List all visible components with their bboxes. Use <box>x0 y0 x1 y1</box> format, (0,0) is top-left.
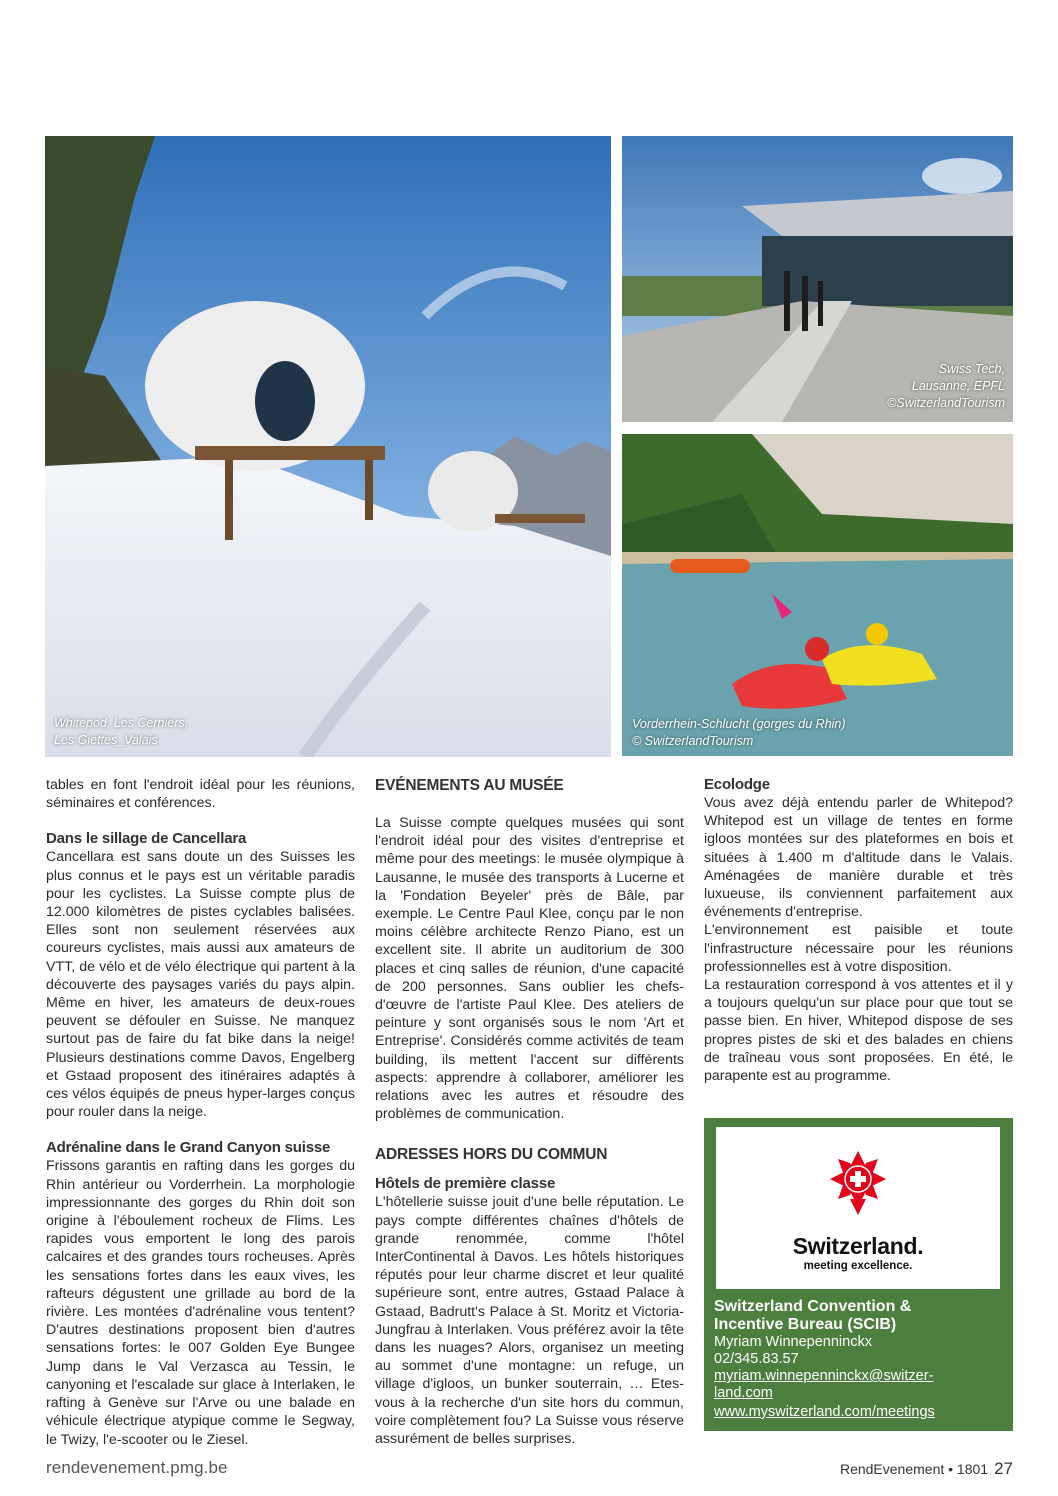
paragraph-canyon: Frissons garantis en rafting dans les gorges du Rhin antérieur ou Vorderrhein. La morphologie impressionnante des gorges du Rhin doit son origine à l'éboulement rocheux de Flims. Les rapides vous emportent le long des parois calcaires et des grandes tours rocheuses. Après les sensations fortes dans les eaux vives, les rafteurs dégustent une grillade au bord de la rivière. Les montées d'adrénaline vous tentent? D'autres destinations proposent bien d'autres sensations fortes: le 007 Golden Eye Bungee Jump dans le Val Verzasca au Tessin, le canyoning et l'escalade sur glace à Interlaken, le rafting à Genève sur l'Arve ou une balade en véhicule électrique atypique comme le Segway, le Twizy, l'e-scooter ou le Ziesel. <box>46 1158 355 1448</box>
swisstech-photo <box>622 136 1013 422</box>
logo-tagline: meeting excellence. <box>803 1260 913 1272</box>
footer-magazine: RendEvenement • 1801 <box>839 1461 989 1477</box>
logo-wordmark: Switzerland. <box>792 1233 924 1259</box>
paragraph-hotels: L'hôtellerie suisse jouit d'une belle réputation. Le pays compte différentes chaînes d'hôtels de grande renommée, comme l'hôtel InterContinental à Davos. Les hôtels historiques réputés pour leur charme discret et leur qualité supérieure sont, entre autres, Gstaad Palace à Gstaad, Badrutt's Palace à St. Moritz et Victoria-Jungfrau à Interlaken. Vous préférez avoir la tête dans les nuages? Alors, organisez un meeting au sommet d'une montagne: un refuge, un village d'igloos, un bunker souterrain, … Etes-vous à la recherche d'un site hors du commun, voire complètement fou? La Suisse vous réserve assurément de belles surprises. <box>375 1194 684 1448</box>
heading-ecolodge: Ecolodge <box>704 776 770 793</box>
contact-box <box>704 1118 1013 1431</box>
heading-canyon: Adrénaline dans le Grand Canyon suisse <box>46 1139 331 1157</box>
footer-site: rendevenement.pmg.be <box>46 1458 228 1477</box>
org-name: Switzerland Convention & <box>714 1298 912 1315</box>
org-name: Incentive Bureau (SCIB) <box>714 1316 897 1333</box>
caption-line: Vorderrhein-Schlucht (gorges du Rhin) <box>632 717 846 731</box>
page-number: 27 <box>994 1459 1013 1478</box>
paragraph-cancellara: Cancellara est sans doute un des Suisses les plus connus et le pays est un véritable paradis pour les cyclistes. La Suisse compte plus de 12.000 kilomètres de pistes cyclables balisées. Elles sont non seulement réservées aux coureurs cyclistes, mais aussi aux amateurs de VTT, de vélo et de vélo électrique qui partent à la découverte des paysages variés du pays alpin. Même en hiver, les amateurs de deux-roues peuvent se défouler en Suisse. Ne manquez surtout pas de faire du fat bike dans la neige! Plusieurs destinations comme Davos, Engelberg et Gstaad proposent des itinéraires adaptés à ces vélos équipés de pneus hyper-larges conçus pour rouler dans la neige. <box>46 849 355 1121</box>
paragraph-ecolodge-3: La restauration correspond à vos attentes et il y a toujours quelqu'un sur place pour que tout se passe bien. En hiver, Whitepod dispose de ses propres pistes de ski et des balades en chiens de traîneau vous sont proposées. En été, le parapente est au programme. <box>704 977 1013 1085</box>
intro-paragraph: tables en font l'endroit idéal pour les réunions, séminaires et conférences. <box>46 777 355 812</box>
contact-person: Myriam Winnepenninckx <box>714 1334 872 1350</box>
column-1 <box>46 776 355 1449</box>
paragraph-ecolodge-2: L'environnement est paisible et toute l'infrastructure nécessaire pour les réunions professionnelles est à votre disposition. <box>704 922 1013 975</box>
switzerland-logo <box>716 1127 1000 1289</box>
rafting-photo <box>622 434 1013 756</box>
swisstech-caption <box>887 361 1005 412</box>
whitepod-photo <box>45 136 611 757</box>
heading-adresses: ADRESSES HORS DU COMMUN <box>375 1146 608 1164</box>
caption-line: ©SwitzerlandTourism <box>887 396 1005 410</box>
whitepod-caption <box>54 715 188 749</box>
caption-line: © SwitzerlandTourism <box>632 734 754 748</box>
contact-email-link[interactable]: myriam.winnepenninckx@switzer- <box>714 1368 934 1384</box>
footer-info <box>840 1459 1013 1479</box>
contact-email-link[interactable]: land.com <box>714 1385 773 1401</box>
heading-musee: EVÉNEMENTS AU MUSÉE <box>375 777 564 794</box>
caption-line: Lausanne, EPFL <box>911 379 1005 393</box>
paragraph-musee: La Suisse compte quelques musées qui sont l'endroit idéal pour des visites d'entreprise et même pour des meetings: le musée olympique à Lausanne, le musée des transports à Lucerne et la 'Fondation Beyeler' près de Bâle, par exemple. Le Centre Paul Klee, conçu par le non moins célèbre architecte Renzo Piano, est un excellent site. Il abrite un auditorium de 300 places et cinq salles de réunion, d'une capacité de 200 personnes. Sans oublier les chefs-d'œuvre de l'artiste Paul Klee. Des ateliers de peinture y sont organisés sous le nom 'Art et Entreprise'. Considérés comme activités de team building, ils mettent l'accent sur différents aspects: apprendre à collaborer, améliorer les relations avec les autres et résoudre des problèmes de communication. <box>375 815 684 1123</box>
rafting-caption <box>632 716 846 750</box>
paragraph-ecolodge-1: Vous avez déjà entendu parler de Whitepod? Whitepod est un village de tentes en forme igloos montées sur des plateformes en bois et situées à 1.400 m d'altitude dans le Valais. Aménagées de manière durable et très luxueuse, ils conviennent parfaitement aux événements d'entreprise. <box>704 795 1013 921</box>
scib-flower-icon <box>828 1149 888 1229</box>
caption-line: Swiss Tech, <box>938 362 1005 376</box>
heading-cancellara: Dans le sillage de Cancellara <box>46 830 247 848</box>
column-2 <box>375 776 684 1448</box>
contact-phone: 02/345.83.57 <box>714 1351 799 1367</box>
heading-hotels: Hôtels de première classe <box>375 1175 556 1193</box>
column-3 <box>704 776 1013 1085</box>
contact-details <box>714 1298 1009 1421</box>
website-link[interactable]: www.myswitzerland.com/meetings <box>714 1404 935 1420</box>
caption-line: Les Giettes_Valais <box>54 733 158 747</box>
caption-line: Whitepod, Les Cerniers, <box>54 716 189 730</box>
